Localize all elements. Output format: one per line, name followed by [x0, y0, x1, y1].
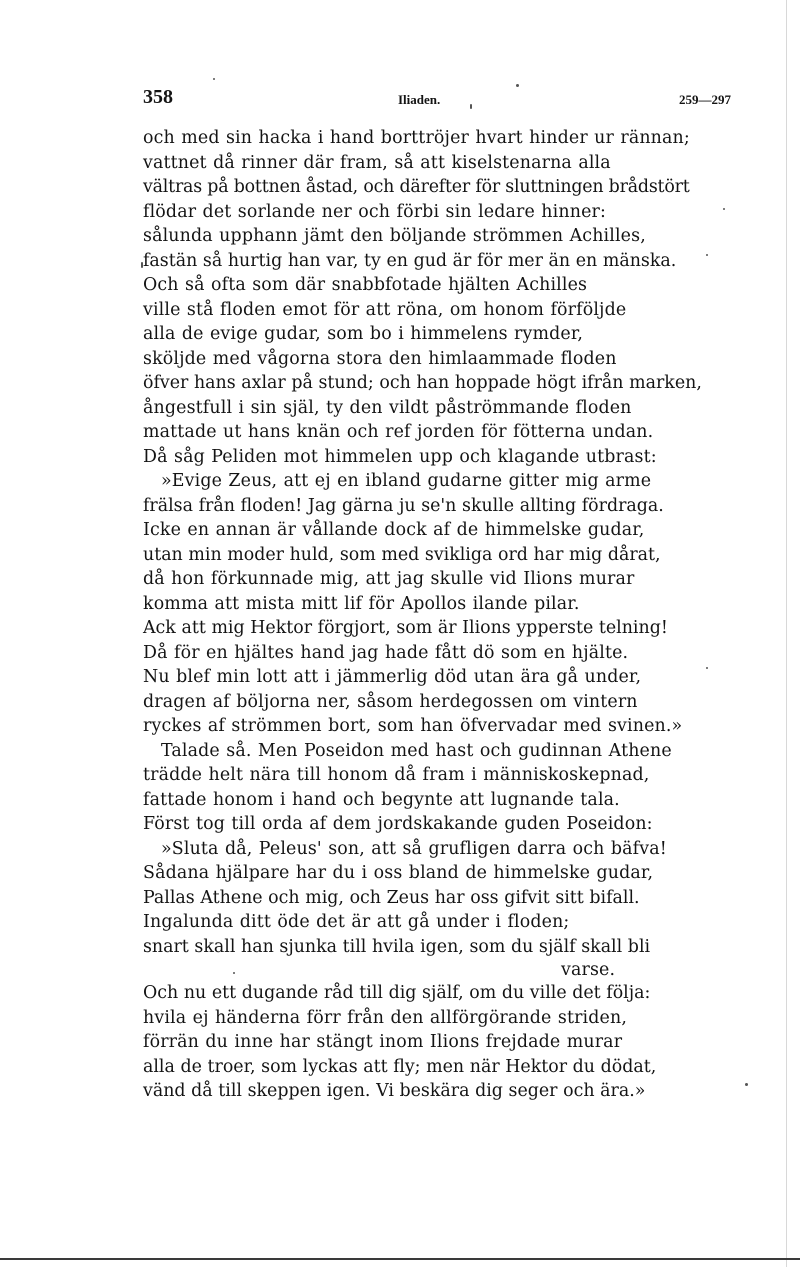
text-line: frälsa från floden! Jag gärna ju se'n skulle allting fördraga. [143, 495, 664, 516]
text-line: fattade honom i hand och begynte att lugnande tala. [143, 789, 620, 810]
text-line: Nu blef min lott att i jämmerlig död utan ära gå under, [143, 667, 642, 687]
text-line: »Evige Zeus, att ej en ibland gudarne gitter mig arme [161, 471, 652, 491]
print-speck [745, 1083, 748, 1086]
text-line: trädde helt nära till honom då fram i människoskepnad, [143, 765, 650, 785]
text-line: alla de evige gudar, som bo i himmelens rymder, [143, 324, 584, 344]
print-speck [213, 78, 215, 80]
text-line: vältras på bottnen åstad, och därefter för sluttningen brådstört [143, 177, 690, 197]
page-number: 358 [143, 86, 173, 108]
scan-edge-bottom [0, 1258, 800, 1260]
text-line: Och så ofta som där snabbfotade hjälten Achilles [143, 275, 588, 295]
text-line: flödar det sorlande ner och förbi sin ledare hinner: [143, 201, 606, 222]
text-line: »Sluta då, Peleus' son, att så grufligen darra och bäfva! [161, 838, 667, 859]
print-speck [470, 104, 472, 109]
text-line: ångestfull i sin själ, ty den vildt påströmmande floden [143, 397, 632, 418]
text-line: vänd då till skeppen igen. Vi beskära dig seger och ära.» [143, 1081, 646, 1101]
text-line: Talade så. Men Poseidon med hast och gudinnan Athene [161, 740, 672, 761]
poem-text [143, 126, 743, 1104]
text-line: fastän så hurtig han var, ty en gud är för mer än en mänska. [143, 250, 677, 271]
verse-range: 259—297 [679, 92, 731, 107]
text-line: Ingalunda ditt öde det är att gå under i floden; [143, 912, 570, 932]
text-line: utan min moder huld, som med svikliga ord har mig dårat, [143, 544, 661, 565]
text-line: Då såg Peliden mot himmelen upp och klagande utbrast: [143, 446, 657, 467]
text-line: då hon förkunnade mig, att jag skulle vid Ilions murar [143, 569, 635, 589]
text-line: vattnet då rinner där fram, så att kiselstenarna alla [143, 152, 611, 173]
text-line: Sådana hjälpare har du i oss bland de himmelske gudar, [143, 863, 654, 883]
print-speck [141, 262, 143, 268]
text-line: Först tog till orda af dem jordskakande guden Poseidon: [143, 814, 653, 834]
text-line: mattade ut hans knän och ref jorden för fötterna undan. [143, 422, 654, 442]
text-line: sköljde med vågorna stora den himlaammade floden [143, 348, 617, 369]
text-line: hvila ej händerna förr från den allförgörande striden, [143, 1007, 628, 1028]
text-line: snart skall han sjunka till hvila igen, som du själf skall bli [143, 936, 651, 957]
text-line: ville stå floden emot för att röna, om honom förföljde [143, 299, 627, 320]
print-speck [706, 667, 708, 669]
print-speck [233, 972, 235, 974]
text-line: Icke en annan är vållande dock af de himmelske gudar, [143, 520, 645, 540]
text-line: sålunda upphann jämt den böljande strömmen Achilles, [143, 226, 646, 246]
text-line: öfver hans axlar på stund; och han hoppade högt ifrån marken, [143, 373, 702, 393]
scan-edge-right [786, 0, 787, 1267]
text-line: Då för en hjältes hand jag hade fått dö som en hjälte. [143, 642, 629, 663]
print-speck [723, 208, 725, 210]
text-line: ryckes af strömmen bort, som han öfvervadar med svinen.» [143, 716, 683, 736]
text-line: och med sin hacka i hand borttröjer hvart hinder ur rännan; [143, 128, 690, 148]
text-line: Ack att mig Hektor förgjort, som är Ilions ypperste telning! [143, 618, 668, 638]
text-line: Pallas Athene och mig, och Zeus har oss gifvit sitt bifall. [143, 887, 640, 908]
page-header [143, 86, 731, 112]
text-line: alla de troer, som lyckas att fly; men när Hektor du dödat, [143, 1056, 657, 1077]
text-line-continuation: varse. [561, 960, 616, 980]
text-line: dragen af böljorna ner, såsom herdegossen om vintern [143, 691, 638, 712]
running-title: Iliaden. [398, 92, 441, 107]
print-speck [516, 84, 519, 87]
print-speck [706, 254, 708, 256]
text-line: Och nu ett dugande råd till dig själf, om du ville det följa: [143, 983, 651, 1003]
text-line: komma att mista mitt lif för Apollos ilande pilar. [143, 593, 580, 614]
text-line: förrän du inne har stängt inom Ilions frejdade murar [143, 1032, 623, 1052]
